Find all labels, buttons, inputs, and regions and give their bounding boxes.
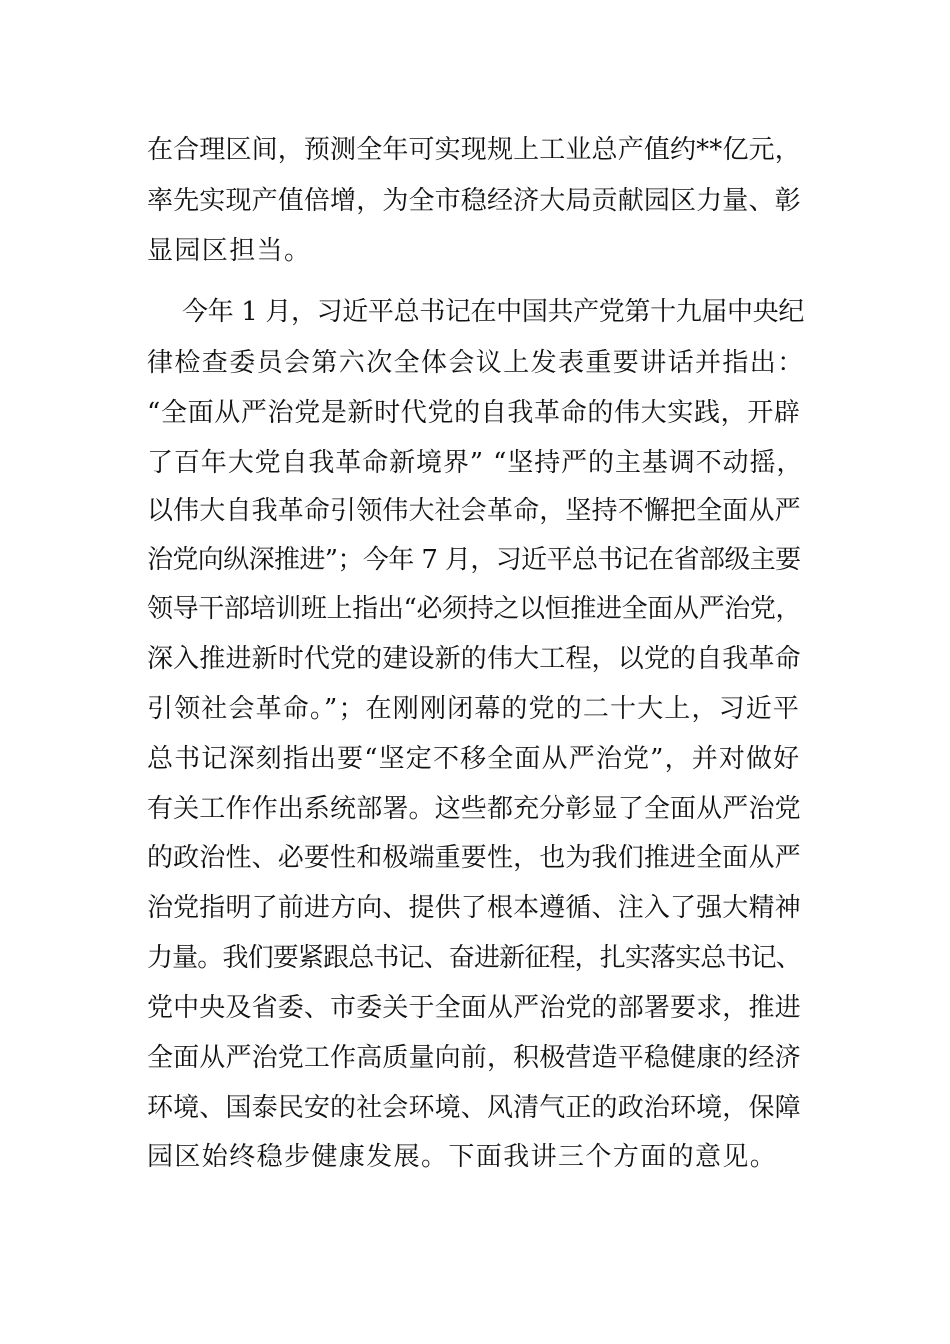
text-line: 党中央及省委、市委关于全面从严治党的部署要求，推进: [147, 993, 801, 1023]
text-line: 治党向纵深推进”；今年 7 月，习近平总书记在省部级主要: [147, 545, 801, 575]
text-line: 了百年大党自我革命新境界” “坚持严的主基调不动摇，: [147, 448, 804, 478]
text-line: 显园区担当。: [147, 236, 312, 266]
text-line: 引领社会革命。”；在刚刚闭幕的党的二十大上，习近平: [147, 694, 801, 724]
text-line: 总书记深刻指出要“坚定不移全面从严治党”，并对做好: [147, 744, 801, 774]
text-line: 以伟大自我革命引领伟大社会革命，坚持不懈把全面从严: [147, 496, 801, 526]
text-line: 有关工作作出系统部署。这些都充分彰显了全面从严治党: [147, 794, 801, 824]
text-line: 在合理区间，预测全年可实现规上工业总产值约**亿元，: [147, 135, 801, 165]
text-line: 率先实现产值倍增，为全市稳经济大局贡献园区力量、彰: [147, 186, 801, 216]
text-line: 环境、国泰民安的社会环境、风清气正的政治环境，保障: [147, 1093, 801, 1123]
text-line: 园区始终稳步健康发展。下面我讲三个方面的意见。: [147, 1142, 778, 1172]
text-line: 深入推进新时代党的建设新的伟大工程，以党的自我革命: [147, 644, 801, 674]
text-line: 今年 1 月，习近平总书记在中国共产党第十九届中央纪: [182, 297, 804, 327]
text-line: 的政治性、必要性和极端重要性，也为我们推进全面从严: [147, 843, 801, 873]
text-line: 领导干部培训班上指出“必须持之以恒推进全面从严治党，: [147, 594, 802, 624]
text-line: 全面从严治党工作高质量向前，积极营造平稳健康的经济: [147, 1043, 801, 1073]
text-line: 律检查委员会第六次全体会议上发表重要讲话并指出：: [147, 348, 805, 378]
text-line: 力量。我们要紧跟总书记、奋进新征程，扎实落实总书记、: [147, 943, 801, 973]
text-line: 治党指明了前进方向、提供了根本遵循、注入了强大精神: [147, 893, 801, 923]
text-line: “全面从严治党是新时代党的自我革命的伟大实践，开辟: [147, 398, 801, 428]
